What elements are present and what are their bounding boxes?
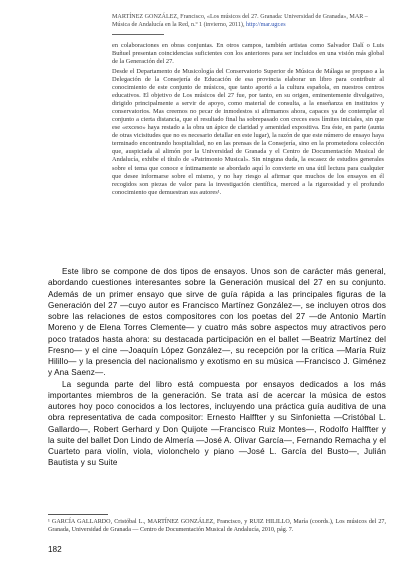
footnote: ¹ GARCÍA GALLARDO, Cristóbal L., MARTÍNEZ GONZÁLEZ, Francisco, y RUIZ HILILLO, María (coords.), Los músicos del 27, Granada, Universidad de Granada — Centro de Documentación Musical de Andalucía, 2010, pág. 7. (48, 519, 386, 533)
body-paragraph: La segunda parte del libro está compuesta por ensayos dedicados a los más importantes miembros de la generación. Se trata así de acercar la música de estos autores hoy poco conocidos a los lectores, incluyendo una práctica guía auditiva de una obra representativa de cada compositor: Ernesto Halffter y su Sinfonietta —Cristóbal L. Gallardo—, Robert Gerhard y Don Quijote —Francisco Ruiz Montes—, Rodolfo Halffter y la suite del ballet Don Lindo de Almería —José A. Olivar García—, Fernando Remacha y el Cuarteto para violín, viola, violonchelo y piano —José L. García del Busto—, Julián Bautista y su Suite (48, 379, 386, 468)
quote-paragraph: en colaboraciones en obras conjuntas. En otros campos, también artistas como Salvador Dalí o Luis Buñuel presentan coincidencias suficientes con los anteriores para ser incluidos en una visión más global de la Generación del 27. (112, 42, 384, 66)
footnote-rule (48, 514, 108, 515)
body-text (48, 266, 386, 469)
block-quote (112, 42, 384, 198)
header-rule (112, 34, 164, 35)
body-paragraph: Este libro se compone de dos tipos de ensayos. Unos son de carácter más general, abordando cuestiones interesantes sobre la Generación musical del 27 en su conjunto. Además de un primer ensayo que sirve de guía rápida a las principales figuras de la Generación del 27 —cuyo autor es Francisco Martínez González—, se incluyen otros dos sobre las relaciones de estos compositores con los poetas del 27 —de Antonio Martín Moreno y de Elena Torres Clemente— y cuatro más sobre aspectos muy atractivos pero poco tratados hasta ahora: su destacada participación en el ballet —Beatriz Martínez del Fresno— y el cine —Joaquín López González—, su recepción por la crítica —María Ruiz Hilillo— y la presencia del nacionalismo y exotismo en su música —Francisco J. Giménez y Ana Saenz—. (48, 267, 386, 378)
page-number: 182 (48, 545, 62, 554)
running-header (112, 14, 386, 30)
header-citation: MARTÍNEZ GONZÁLEZ, Francisco, «Los músicos del 27. Granada: Universidad de Granada», MAR – Música de Andalucía en la Red, n.º 1 (invierno, 2011), (112, 14, 368, 28)
quote-paragraph: Desde el Departamento de Musicología del Conservatorio Superior de Música de Málaga se propuso a la Delegación de la Consejería de Educación de esa provincia elaborar un libro para contribuir al conocimiento de este conjunto de músicos, que tanto aportó a la cultura española, en nuestros centros educativos. El objetivo de Los músicos del 27 fue, por tanto, en su origen, eminentemente divulgativo, dirigido principalmente a servir de apoyo, como material de consulta, a la enseñanza en institutos y conservatorios. Mas creemos no pecar de inmodestos si afirmamos ahora, capaces ya de contemplar el conjunto a cierta distancia, que el resultado final ha sobrepasado con creces esos límites iniciales, sin que ese «exceso» haya restado a la obra un ápice de claridad y amenidad expositiva. Era éste, en parte (aunta de otras vicisitudes que no es necesario detallar en este lugar), la razón de que este número de ensayo haya terminado encontrando hospitalidad, no en las prensas de la Consejería, sino en la prometedora colección que, auspiciada al alimón por la Universidad de Granada y el Centro de Documentación Musical de Andalucía, exhibe el título de «Patrimonio Musical». Sin ninguna duda, la escasez de estudios generales sobre el tema que conoce e íntimamente se abordado aquí lo convierte en una útil lectura para cualquier que desee informarse sobre el mismo, y no hay riesgo al afirmar que muchos de los ensayos en él recogidos son piezas de valor para la investigación científica, merced a la rigurosidad y el profundo conocimiento que demuestran sus autores¹. (112, 67, 384, 196)
header-link[interactable]: http://mar.ugr.es (246, 21, 286, 28)
